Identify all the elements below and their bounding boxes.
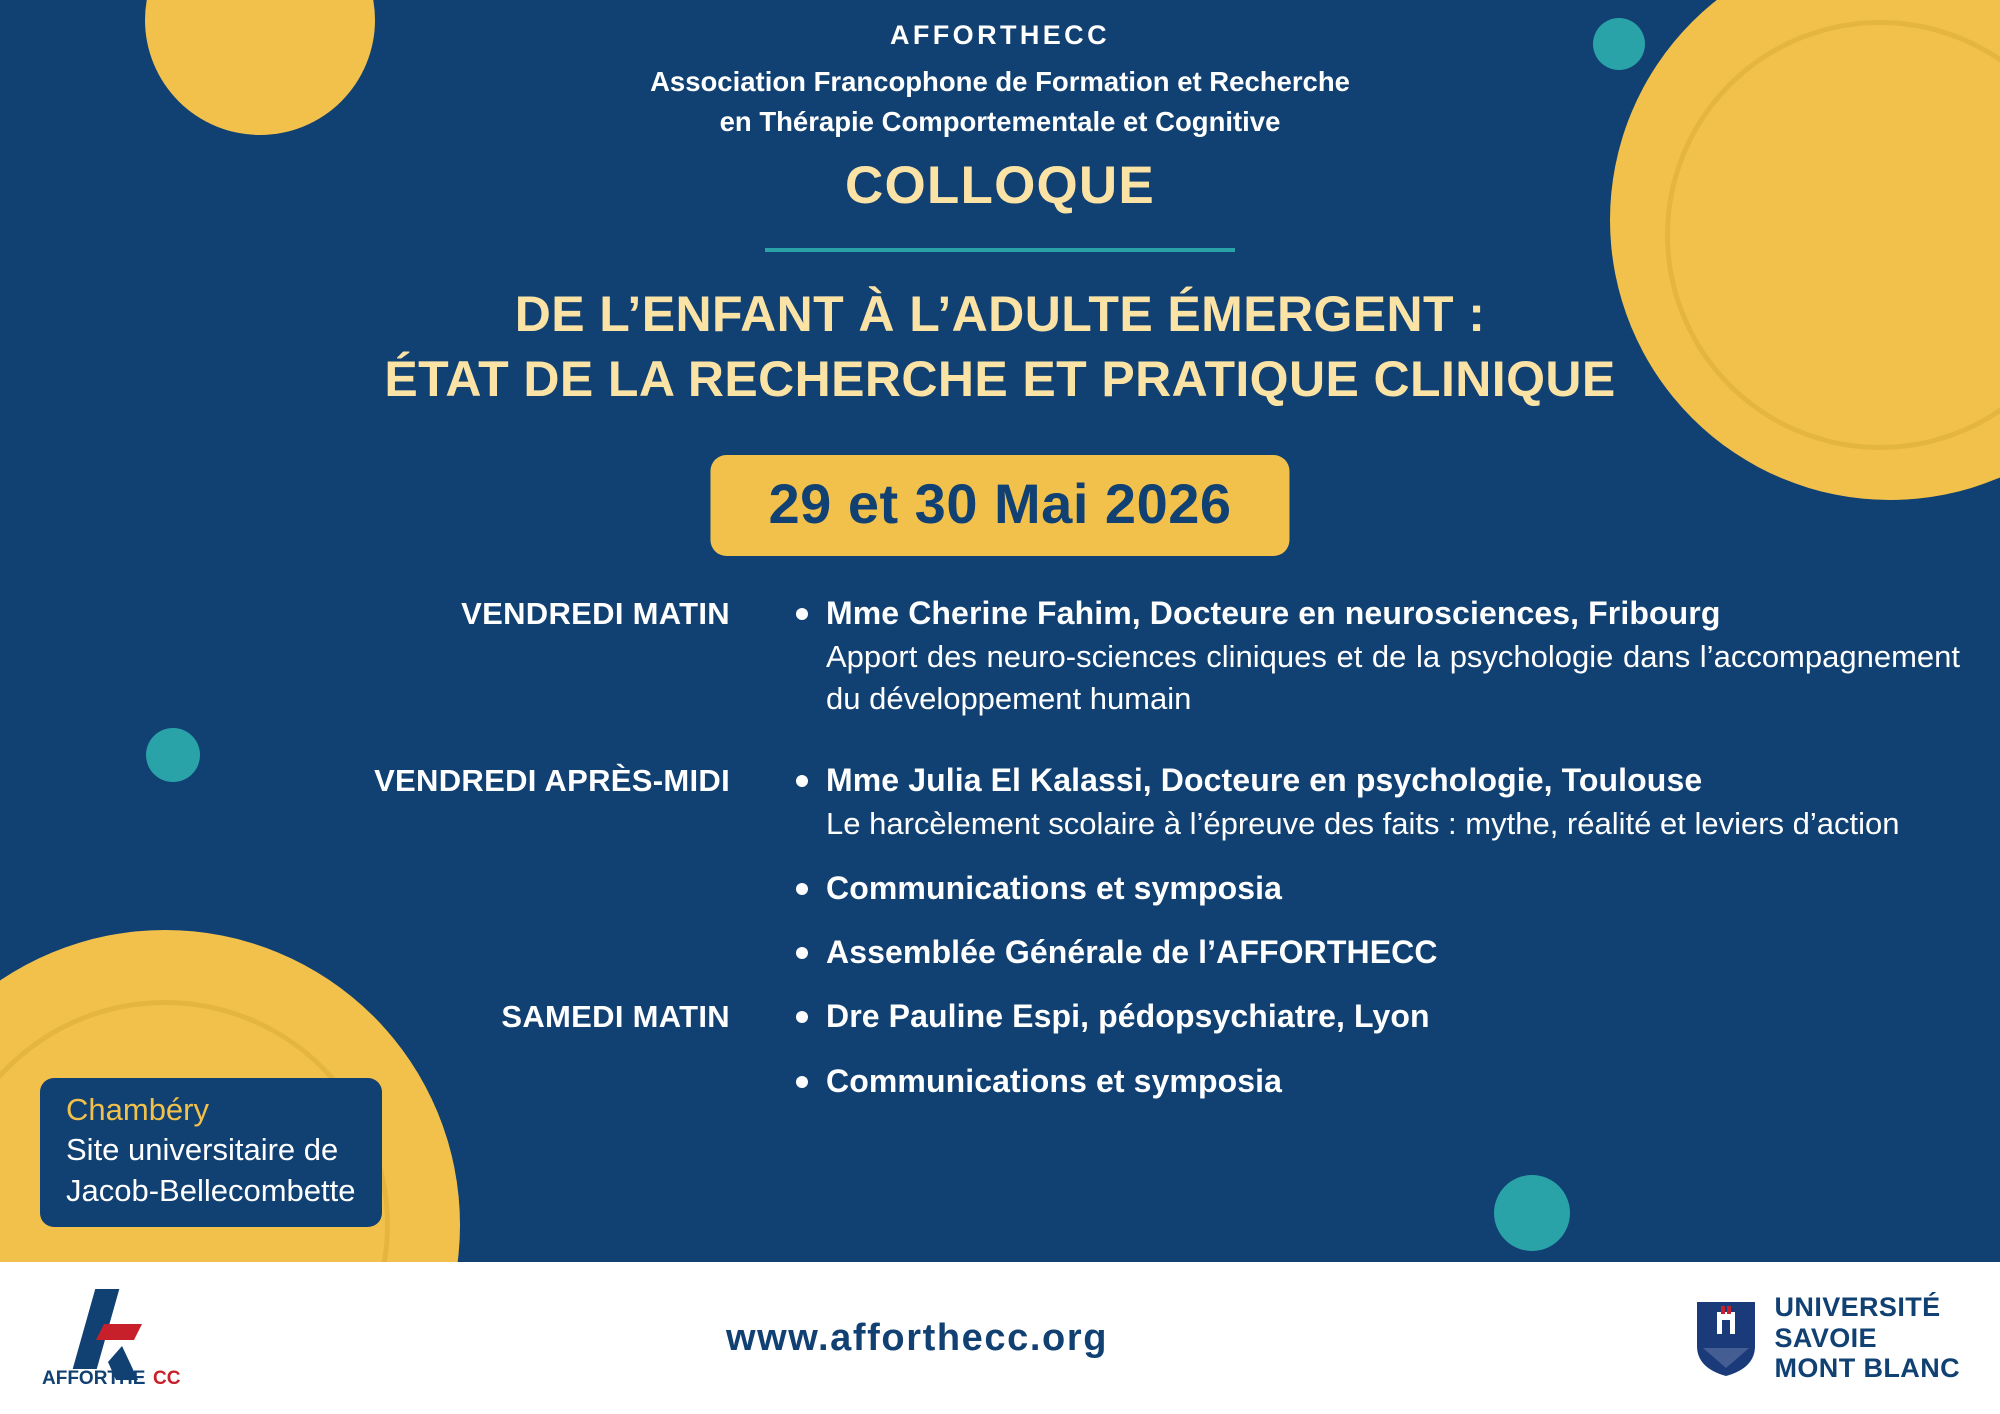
programme-items	[760, 759, 1960, 978]
page-title	[0, 282, 2000, 412]
event-kind: COLLOQUE	[845, 156, 1155, 215]
spacer	[786, 849, 1960, 867]
decor-circle-teal-bottom-right	[1494, 1175, 1570, 1251]
programme	[300, 592, 1960, 1106]
session-title: Communications et symposia	[826, 869, 1283, 906]
session-description: Le harcèlement scolaire à l’épreuve des faits : mythe, réalité et leviers d’action	[826, 805, 1900, 841]
divider-rule	[765, 248, 1235, 252]
session-title: Mme Cherine Fahim, Docteure en neurosciences, Fribourg	[826, 595, 1721, 631]
location-city: Chambéry	[66, 1092, 209, 1127]
association-header	[0, 20, 2000, 142]
session-title: Dre Pauline Espi, pédopsychiatre, Lyon	[826, 998, 1430, 1035]
list-item	[786, 931, 1960, 973]
programme-items	[760, 592, 1960, 725]
list-item	[786, 1060, 1960, 1102]
association-name-line-2: en Thérapie Comportementale et Cognitive	[719, 105, 1281, 137]
svg-text:CC: CC	[153, 1368, 181, 1389]
event-title-line-1: DE L’ENFANT À L’ADULTE ÉMERGENT :	[514, 286, 1486, 342]
usmb-line-3: MONT BLANC	[1774, 1353, 1960, 1384]
programme-day-label: SAMEDI MATIN	[501, 999, 730, 1035]
svg-text:AFFORTHE: AFFORTHE	[42, 1368, 146, 1389]
list-item	[786, 867, 1960, 909]
session-title: Assemblée Générale de l’AFFORTHECC	[826, 934, 1438, 971]
list-item	[786, 995, 1960, 1037]
spacer	[300, 725, 1960, 759]
usmb-shield-icon	[1693, 1296, 1759, 1380]
usmb-line-2: SAVOIE	[1774, 1322, 1877, 1353]
spacer	[300, 977, 1960, 995]
website-url[interactable]: www.afforthecc.org	[725, 1316, 1109, 1359]
programme-day-label: VENDREDI MATIN	[461, 596, 730, 631]
afforthecc-logo	[34, 1284, 214, 1392]
programme-day-label: VENDREDI APRÈS-MIDI	[374, 762, 730, 798]
session-title: Communications et symposia	[826, 1062, 1283, 1099]
usmb-line-1: UNIVERSITÉ	[1774, 1291, 1941, 1322]
session-description: Apport des neuro-sciences cliniques et de la psychologie dans l’accompagnement du développement humain	[826, 639, 1960, 717]
association-name-line-1: Association Francophone de Formation et Recherche	[650, 66, 1350, 97]
event-dates-badge: 29 et 30 Mai 2026	[710, 455, 1289, 556]
spacer	[786, 1042, 1960, 1060]
footer-right	[1530, 1292, 2000, 1384]
event-title-line-2: ÉTAT DE LA RECHERCHE ET PRATIQUE CLINIQUE	[384, 351, 1616, 407]
session-title: Mme Julia El Kalassi, Docteure en psychologie, Toulouse	[826, 761, 1703, 798]
location-line-1: Site universitaire de	[66, 1132, 339, 1168]
programme-row-samedi-matin	[300, 995, 1960, 1105]
spacer	[786, 913, 1960, 931]
association-abbreviation: AFFORTHECC	[890, 20, 1110, 50]
list-item	[786, 592, 1960, 721]
footer	[0, 1262, 2000, 1414]
location-line-2: Jacob-Bellecombette	[66, 1172, 356, 1208]
programme-row-vendredi-apres-midi	[300, 759, 1960, 978]
location-badge	[40, 1078, 382, 1227]
usmb-logo-text	[1775, 1292, 1960, 1384]
list-item	[786, 759, 1960, 845]
afforthecc-logo-icon	[34, 1284, 214, 1392]
decor-circle-teal-left	[146, 728, 200, 782]
programme-row-vendredi-matin	[300, 592, 1960, 725]
programme-items	[760, 995, 1960, 1105]
